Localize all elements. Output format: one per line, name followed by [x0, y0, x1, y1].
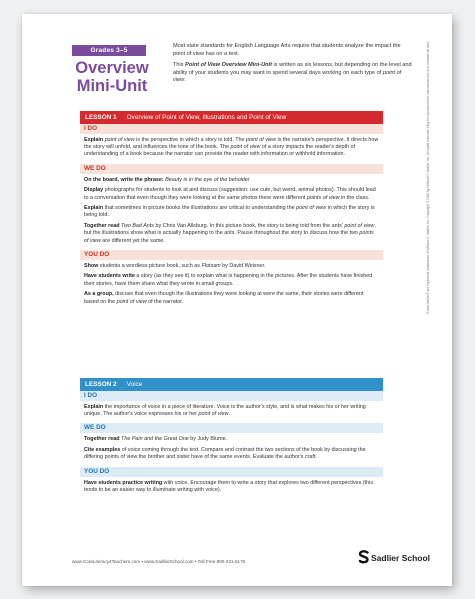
section-we-do: WE DO: [80, 164, 383, 174]
italic-run: Beauty is in the eye of the beholder: [165, 176, 250, 183]
intro-text-run: is written as six lessons, but depending on the level and ability of your students you may want to spend several days working on each type of: [173, 62, 412, 76]
text-run: , but the illustrations show what is actually happening to the ants. Pause throughout the story to discuss how the two: [84, 223, 376, 237]
text-run: the importance of voice in a piece of literature. Voice is the author's style, and is what makes his or her writing unique. The author's voice expresses his or her: [84, 404, 366, 418]
footer-contact: www.CoreLiteracy4Teachers.com • www.SadlierSchool.com • Toll Free 800-221-5175: [72, 559, 246, 564]
text-run: by Judy Blume.: [188, 436, 228, 443]
section-i-do: I DO: [80, 124, 383, 134]
paragraph: [84, 436, 379, 443]
italic-run: Flotsam: [201, 262, 221, 269]
italic-run: points of view: [84, 230, 374, 244]
lesson-title: Overview of Point of View, Illustrations and Point of View: [126, 114, 287, 121]
text-run: in which the story is being told.: [84, 205, 375, 219]
section-you-do: YOU DO: [80, 250, 383, 260]
lesson-1-header: [80, 111, 383, 124]
paragraph: [84, 404, 379, 418]
logo-wordmark: Sadlier School: [371, 553, 431, 563]
lesson-1: [80, 111, 383, 373]
paragraph: [84, 447, 379, 461]
copyright-note: ® and Sadlier® are registered trademarks of William H. Sadlier, Inc. Copyright © 2016 by William H. Sadlier, Inc. All rights reserved. May be reproduced for educational use (not commercial use).: [426, 41, 430, 314]
section-you-do: YOU DO: [80, 467, 383, 477]
lesson-title: Voice: [126, 381, 143, 388]
section-we-do: WE DO: [80, 423, 383, 433]
title-line-2: Mini-Unit: [76, 77, 148, 95]
text-run: .: [228, 411, 230, 418]
page-title: [62, 59, 162, 95]
bold-lead: Have students practice writing: [84, 479, 163, 486]
paragraph: [84, 137, 379, 159]
lesson-2-header: [80, 378, 383, 391]
lesson-number: LESSON 1: [85, 114, 117, 121]
paragraph: [84, 273, 379, 287]
italic-run: point of view: [230, 144, 261, 151]
intro-unit-title: Point of View Overview Mini-Unit: [185, 62, 272, 68]
intro-text: [173, 43, 413, 89]
text-run: is the narrator's perspective. It directs how the story will unfold, and influences the tone of the book. The: [84, 137, 379, 151]
paragraph: [84, 291, 379, 305]
text-run: of voice coming through the text. Compare and contrast the two sections of the book by discussing the differing points of view the brother and sister have of the same events. Evaluate the author's craft.: [84, 447, 366, 461]
paragraph: [84, 223, 379, 245]
worksheet-header: [22, 14, 452, 112]
section-you-do-body: [80, 260, 383, 311]
sadlier-school-logo: [358, 550, 436, 566]
bold-lead: Together read: [84, 223, 120, 230]
bold-lead: Cite examples: [84, 447, 121, 454]
text-run: is the perspective in which a story is told. The: [134, 137, 247, 143]
bold-lead: Explain: [84, 404, 104, 410]
italic-run: point of view: [198, 411, 229, 418]
paragraph: [84, 480, 379, 494]
bold-lead: Have students write: [84, 273, 135, 280]
bold-lead: On the board, write the phrase:: [84, 176, 164, 183]
paragraph: [84, 177, 379, 184]
text-run: discuss that even though the illustrations they were looking at were the same, their stories were different based on the: [84, 291, 364, 305]
text-run: with voice. Encourage them to write a story that explores two different perspectives (this tends to be an easier way to illuminate writing with voice).: [84, 479, 374, 493]
bold-lead: As a group,: [84, 291, 114, 298]
italic-run: point of view: [296, 205, 327, 212]
italic-run: point of view: [246, 137, 276, 143]
bold-lead: Explain: [84, 137, 104, 143]
intro-emphasis: point of view: [173, 69, 402, 83]
italic-run: Two Bad Ants: [121, 223, 155, 230]
text-run: students a wordless picture book, such as: [98, 262, 202, 269]
bold-lead: Show: [84, 262, 99, 269]
section-we-do-body: [80, 174, 383, 250]
section-i-do: I DO: [80, 391, 383, 401]
section-i-do-body: [80, 401, 383, 423]
text-run: of the narrator.: [146, 298, 184, 305]
text-run: photographs for students to look at and discuss (suggestion: use cute, but weird, animal photos). This should lead to a conversation that even though they were looking at the same photos there were different: [84, 187, 376, 201]
intro-paragraph-2: [173, 62, 413, 85]
bold-lead: Explain: [84, 205, 104, 212]
section-i-do-body: [80, 134, 383, 164]
worksheet-page: [22, 14, 452, 586]
text-run: are different yet the same.: [100, 237, 165, 244]
intro-paragraph-1: Most state standards for English Language Arts require that students analyze the impact the point of view has on a text.: [173, 43, 401, 57]
bold-lead: Display: [84, 187, 104, 194]
italic-run: The Pain and the Great One: [121, 436, 189, 443]
intro-text-run: .: [184, 77, 186, 83]
italic-run: point of view: [344, 223, 375, 230]
text-run: that sometimes in picture books the illustrations are critical to understanding the: [103, 205, 297, 212]
text-run: in the class.: [339, 194, 370, 201]
text-run: by David Weisner.: [220, 262, 266, 269]
section-you-do-body: [80, 477, 383, 499]
paragraph: [84, 263, 379, 270]
paragraph: [84, 205, 379, 219]
italic-run: point of view: [104, 137, 135, 143]
lesson-2: [80, 378, 383, 519]
grade-badge: Grades 3–5: [72, 45, 146, 56]
intro-text-run: This: [173, 62, 186, 68]
lesson-number: LESSON 2: [85, 381, 117, 388]
bold-lead: Together read: [84, 436, 120, 443]
text-run: a story (as they see it) to explain what is happening in the pictures. After the students have finished their stories, have them share what they wrote in small groups.: [84, 273, 373, 287]
italic-run: points of view: [306, 194, 340, 201]
title-line-1: Overview: [75, 59, 149, 77]
italic-run: point of view: [116, 298, 147, 305]
text-run: by Chris Van Allsburg. In this picture book, the story is being told from the ants': [154, 223, 345, 230]
text-run: of a story impacts the reader's depth of understanding of a book because the narrator can provide the reader with information or withhold information.: [84, 144, 355, 158]
section-we-do-body: [80, 433, 383, 466]
paragraph: [84, 187, 379, 201]
sadlier-mark-icon: [358, 550, 370, 564]
